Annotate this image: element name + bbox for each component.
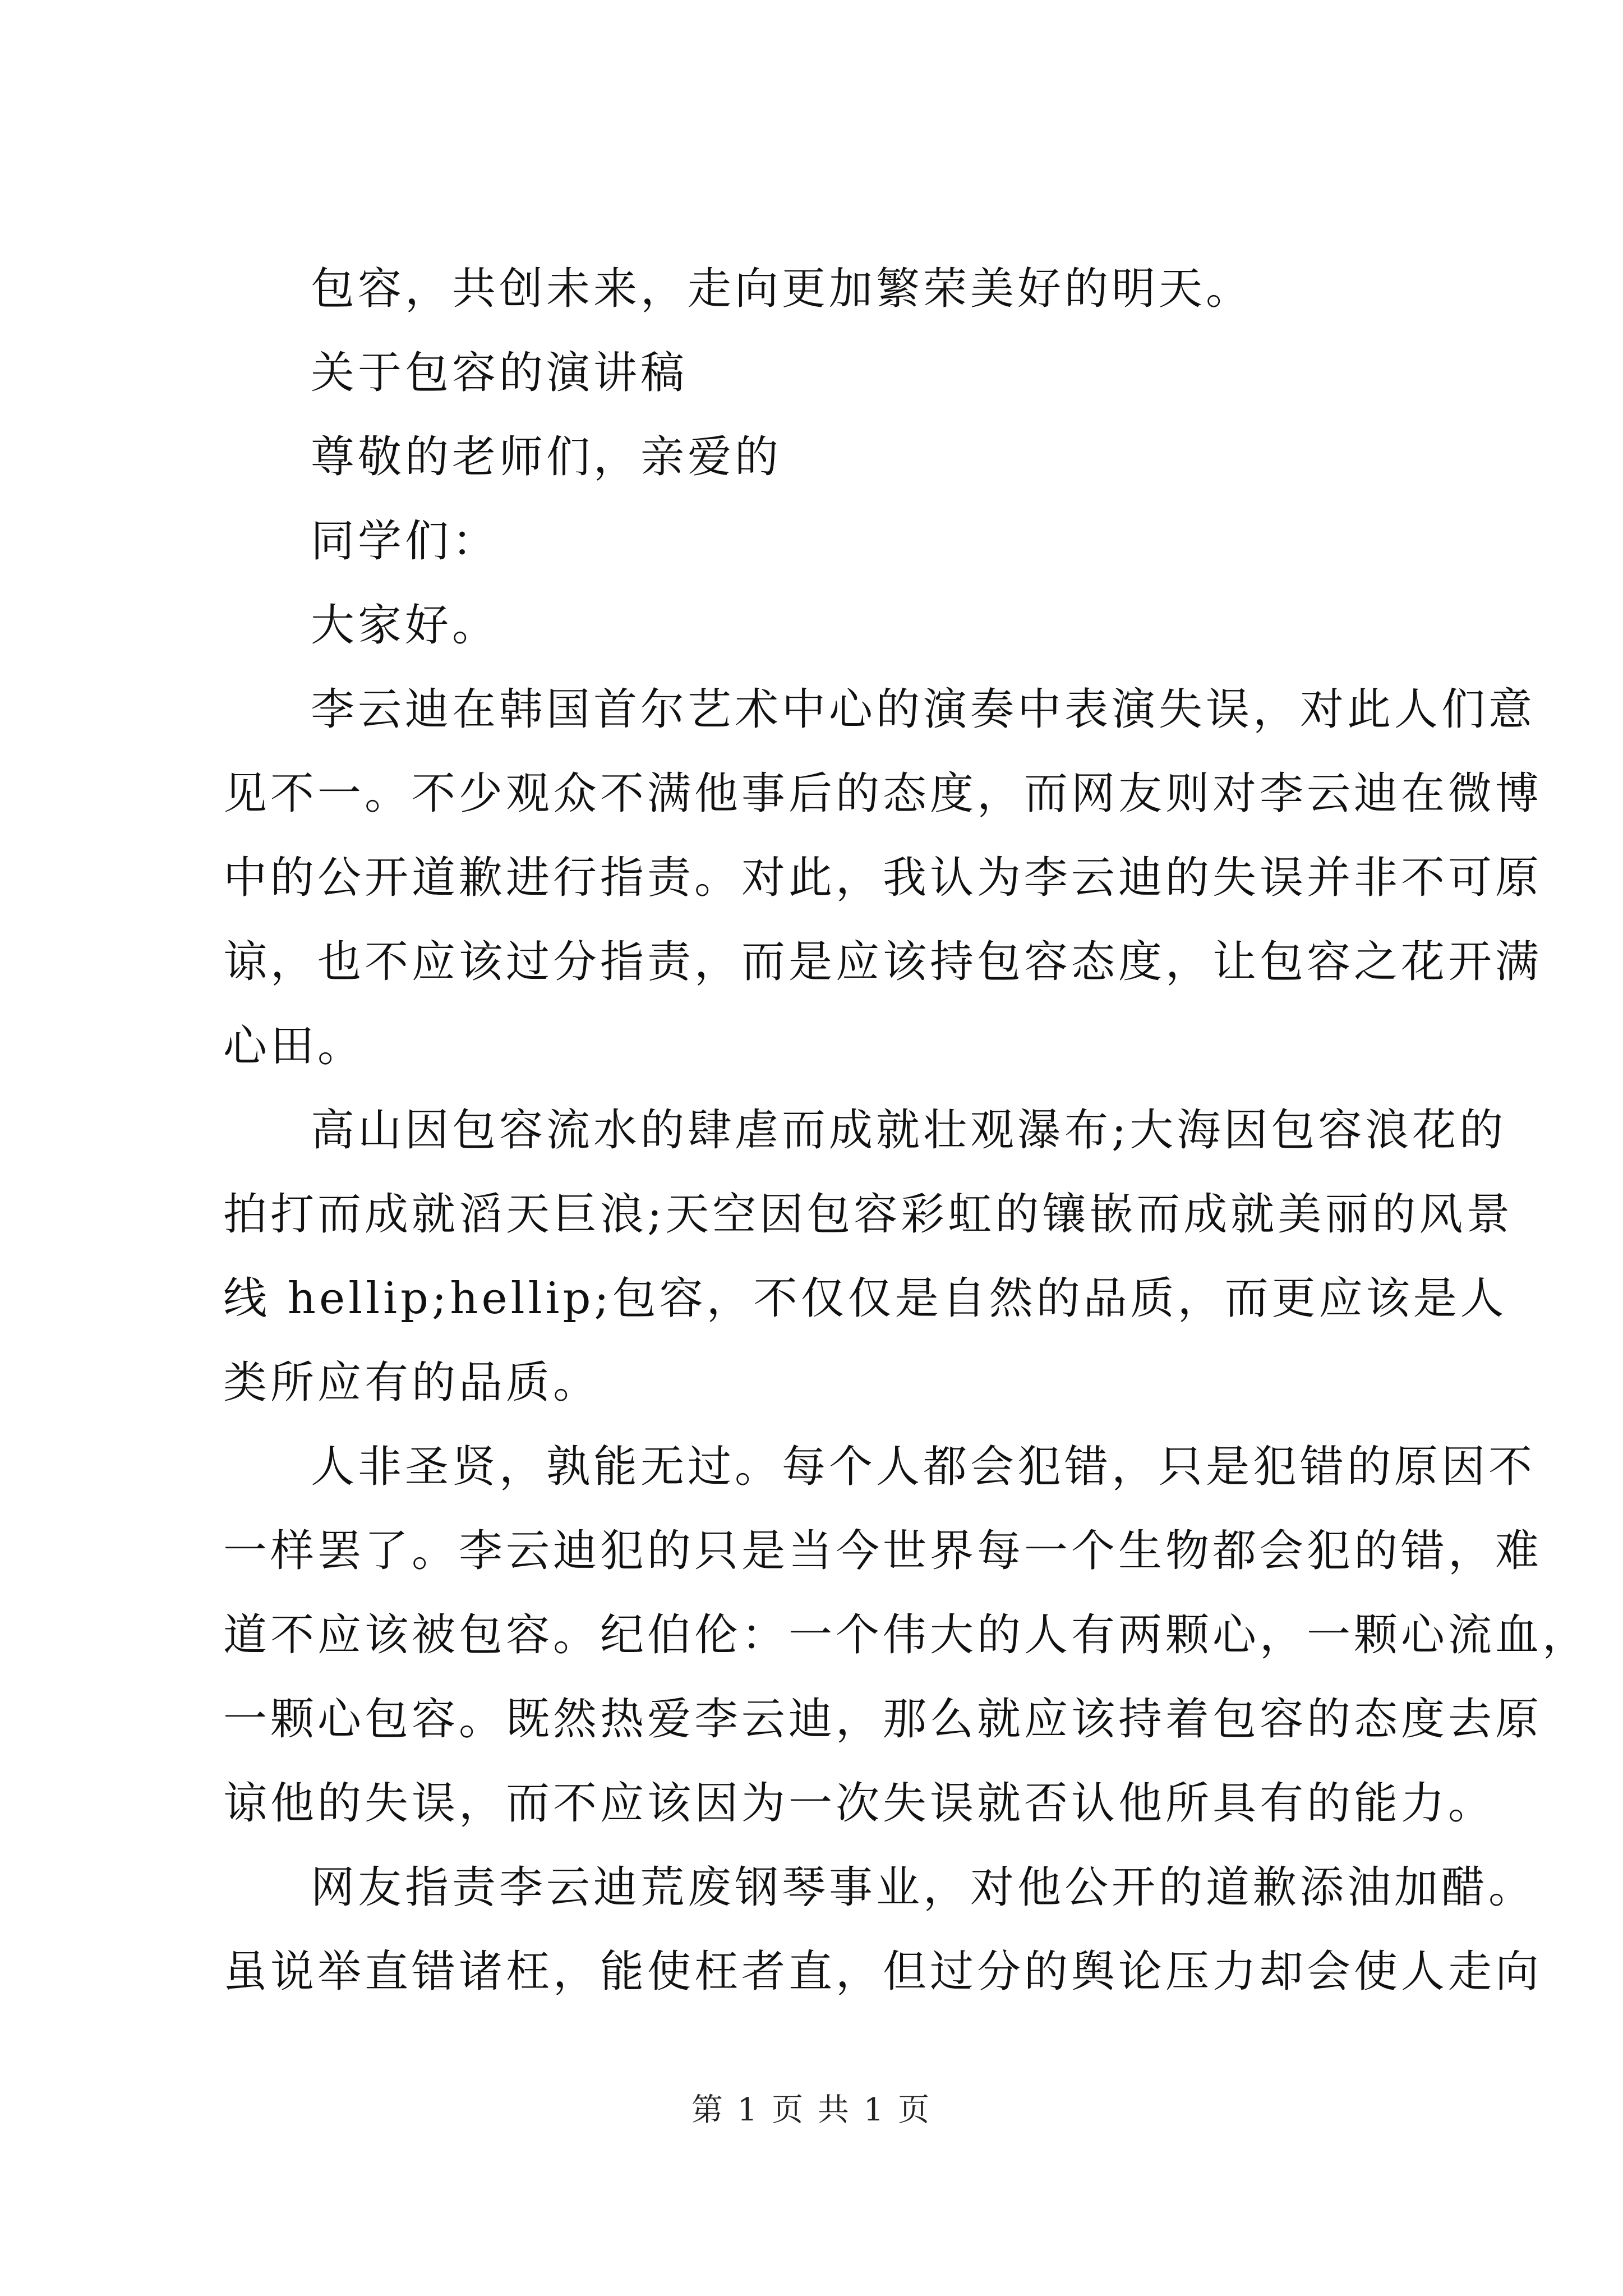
text-line: 人非圣贤，孰能无过。每个人都会犯错，只是犯错的原因不: [311, 1442, 1536, 1492]
text-line: 谅他的失误，而不应该因为一次失误就否认他所具有的能力。: [223, 1778, 1496, 1829]
text-line: 见不一。不少观众不满他事后的态度，而网友则对李云迪在微博: [223, 769, 1543, 819]
salutation-line: 同学们：: [311, 516, 500, 567]
text-line: 心田。: [223, 1021, 365, 1071]
text-line: 一样罢了。李云迪犯的只是当今世界每一个生物都会犯的错，难: [223, 1526, 1543, 1576]
text-line: 网友指责李云迪荒废钢琴事业，对他公开的道歉添油加醋。: [311, 1862, 1536, 1913]
greeting-line: 大家好。: [311, 600, 500, 651]
document-body: [223, 247, 1590, 2014]
text-line: 中的公开道歉进行指责。对此，我认为李云迪的失误并非不可原: [223, 853, 1543, 903]
speech-title: 关于包容的演讲稿: [311, 348, 688, 398]
text-line: 高山因包容流水的肆虐而成就壮观瀑布;大海因包容浪花的: [311, 1105, 1507, 1156]
text-line: 李云迪在韩国首尔艺术中心的演奏中表演失误，对此人们意: [311, 684, 1536, 735]
salutation-line: 尊敬的老师们，亲爱的: [311, 432, 782, 482]
text-line: 拍打而成就滔天巨浪;天空因包容彩虹的镶嵌而成就美丽的风景: [223, 1189, 1514, 1240]
text-line: 线 hellip;hellip;包容，不仅仅是自然的品质，而更应该是人: [223, 1273, 1507, 1324]
text-line: 虽说举直错诸枉，能使枉者直，但过分的舆论压力却会使人走向: [223, 1947, 1543, 1997]
text-line: 道不应该被包容。纪伯伦：一个伟大的人有两颗心，一颗心流血，: [223, 1610, 1590, 1660]
text-line: 一颗心包容。既然热爱李云迪，那么就应该持着包容的态度去原: [223, 1694, 1543, 1745]
text-line: 包容，共创未来，走向更加繁荣美好的明天。: [311, 264, 1253, 314]
page-number-footer: 第 1 页 共 1 页: [691, 2092, 932, 2128]
text-line: 谅，也不应该过分指责，而是应该持包容态度，让包容之花开满: [223, 937, 1543, 987]
text-line: 类所应有的品质。: [223, 1358, 601, 1408]
